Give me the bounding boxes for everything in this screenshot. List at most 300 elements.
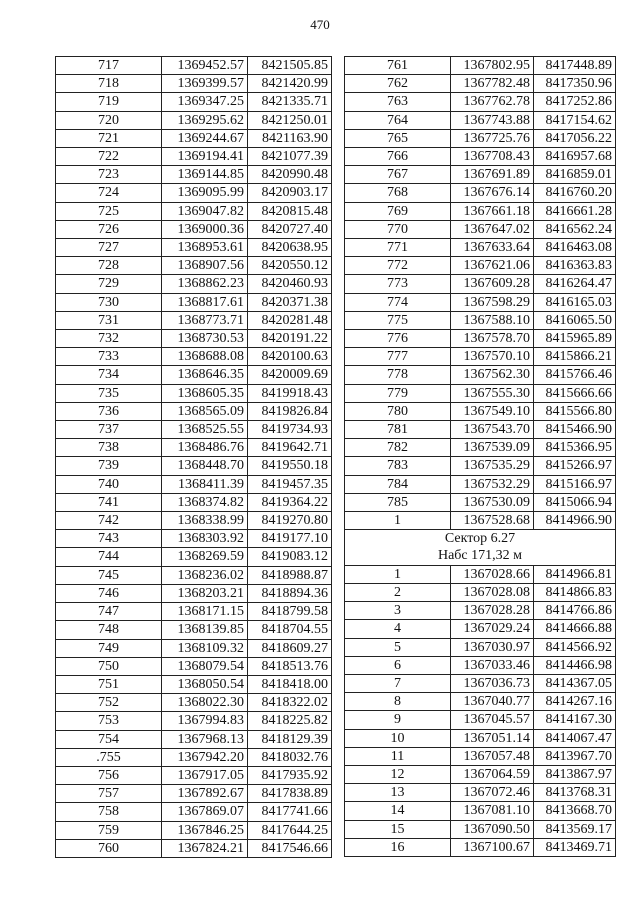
y-coordinate: 8419550.18 bbox=[248, 457, 332, 475]
y-coordinate: 8417154.62 bbox=[534, 111, 616, 129]
x-coordinate: 1367036.73 bbox=[451, 674, 534, 692]
point-number: 719 bbox=[56, 93, 162, 111]
y-coordinate: 8419734.93 bbox=[248, 421, 332, 439]
table-row bbox=[56, 311, 332, 329]
table-row bbox=[345, 711, 616, 729]
x-coordinate: 1367051.14 bbox=[451, 729, 534, 747]
point-number: 776 bbox=[345, 330, 451, 348]
x-coordinate: 1367030.97 bbox=[451, 638, 534, 656]
x-coordinate: 1368411.39 bbox=[162, 475, 248, 493]
x-coordinate: 1367090.50 bbox=[451, 820, 534, 838]
table-row bbox=[345, 674, 616, 692]
y-coordinate: 8420009.69 bbox=[248, 366, 332, 384]
y-coordinate: 8413469.71 bbox=[534, 838, 616, 856]
x-coordinate: 1367824.21 bbox=[162, 839, 248, 857]
point-number: 717 bbox=[56, 57, 162, 75]
point-number: 9 bbox=[345, 711, 451, 729]
x-coordinate: 1368862.23 bbox=[162, 275, 248, 293]
y-coordinate: 8415566.80 bbox=[534, 402, 616, 420]
table-row bbox=[345, 729, 616, 747]
x-coordinate: 1367578.70 bbox=[451, 330, 534, 348]
table-row bbox=[56, 530, 332, 548]
point-number: 752 bbox=[56, 694, 162, 712]
y-coordinate: 8416661.28 bbox=[534, 202, 616, 220]
table-row bbox=[56, 421, 332, 439]
y-coordinate: 8415766.46 bbox=[534, 366, 616, 384]
point-number: 15 bbox=[345, 820, 451, 838]
point-number: 745 bbox=[56, 566, 162, 584]
x-coordinate: 1367570.10 bbox=[451, 348, 534, 366]
point-number: 744 bbox=[56, 548, 162, 566]
x-coordinate: 1367040.77 bbox=[451, 693, 534, 711]
y-coordinate: 8415266.97 bbox=[534, 457, 616, 475]
table-row bbox=[56, 239, 332, 257]
x-coordinate: 1367892.67 bbox=[162, 785, 248, 803]
table-row bbox=[56, 475, 332, 493]
point-number: 736 bbox=[56, 402, 162, 420]
table-row bbox=[345, 421, 616, 439]
y-coordinate: 8416165.03 bbox=[534, 293, 616, 311]
point-number: 750 bbox=[56, 657, 162, 675]
x-coordinate: 1368139.85 bbox=[162, 621, 248, 639]
y-coordinate: 8414167.30 bbox=[534, 711, 616, 729]
x-coordinate: 1368773.71 bbox=[162, 311, 248, 329]
point-number: 11 bbox=[345, 747, 451, 765]
y-coordinate: 8414367.05 bbox=[534, 674, 616, 692]
point-number: 784 bbox=[345, 475, 451, 493]
point-number: 718 bbox=[56, 75, 162, 93]
table-row bbox=[345, 838, 616, 856]
x-coordinate: 1368079.54 bbox=[162, 657, 248, 675]
table-row bbox=[56, 275, 332, 293]
x-coordinate: 1367661.18 bbox=[451, 202, 534, 220]
table-row bbox=[56, 566, 332, 584]
table-row bbox=[345, 765, 616, 783]
x-coordinate: 1368236.02 bbox=[162, 566, 248, 584]
y-coordinate: 8417056.22 bbox=[534, 129, 616, 147]
x-coordinate: 1368022.30 bbox=[162, 694, 248, 712]
point-number: 737 bbox=[56, 421, 162, 439]
y-coordinate: 8415166.97 bbox=[534, 475, 616, 493]
table-row bbox=[56, 220, 332, 238]
point-number: 735 bbox=[56, 384, 162, 402]
y-coordinate: 8416957.68 bbox=[534, 148, 616, 166]
y-coordinate: 8421505.85 bbox=[248, 57, 332, 75]
table-row bbox=[345, 802, 616, 820]
point-number: 785 bbox=[345, 493, 451, 511]
sector-header-row bbox=[345, 547, 616, 565]
point-number: 723 bbox=[56, 166, 162, 184]
point-number: 722 bbox=[56, 148, 162, 166]
sector-area: Набс 171,32 м bbox=[345, 547, 616, 565]
y-coordinate: 8417252.86 bbox=[534, 93, 616, 111]
table-row bbox=[345, 693, 616, 711]
coordinates-table-right bbox=[344, 56, 616, 857]
y-coordinate: 8418129.39 bbox=[248, 730, 332, 748]
table-row bbox=[56, 384, 332, 402]
table-row bbox=[56, 803, 332, 821]
table-row bbox=[345, 457, 616, 475]
x-coordinate: 1368448.70 bbox=[162, 457, 248, 475]
y-coordinate: 8420903.17 bbox=[248, 184, 332, 202]
y-coordinate: 8414966.81 bbox=[534, 565, 616, 583]
point-number: 753 bbox=[56, 712, 162, 730]
table-row bbox=[56, 730, 332, 748]
x-coordinate: 1369095.99 bbox=[162, 184, 248, 202]
x-coordinate: 1367539.09 bbox=[451, 439, 534, 457]
point-number: 764 bbox=[345, 111, 451, 129]
x-coordinate: 1367917.05 bbox=[162, 766, 248, 784]
x-coordinate: 1368486.76 bbox=[162, 439, 248, 457]
point-number: 783 bbox=[345, 457, 451, 475]
x-coordinate: 1367598.29 bbox=[451, 293, 534, 311]
x-coordinate: 1367676.14 bbox=[451, 184, 534, 202]
x-coordinate: 1367535.29 bbox=[451, 457, 534, 475]
y-coordinate: 8416463.08 bbox=[534, 239, 616, 257]
y-coordinate: 8415965.89 bbox=[534, 330, 616, 348]
table-row bbox=[56, 293, 332, 311]
x-coordinate: 1368907.56 bbox=[162, 257, 248, 275]
x-coordinate: 1368374.82 bbox=[162, 493, 248, 511]
point-number: 720 bbox=[56, 111, 162, 129]
point-number: 760 bbox=[56, 839, 162, 857]
table-row bbox=[345, 402, 616, 420]
x-coordinate: 1367994.83 bbox=[162, 712, 248, 730]
point-number: 8 bbox=[345, 693, 451, 711]
y-coordinate: 8414966.90 bbox=[534, 512, 616, 530]
x-coordinate: 1367782.48 bbox=[451, 75, 534, 93]
y-coordinate: 8416065.50 bbox=[534, 311, 616, 329]
y-coordinate: 8414067.47 bbox=[534, 729, 616, 747]
x-coordinate: 1367942.20 bbox=[162, 748, 248, 766]
y-coordinate: 8421420.99 bbox=[248, 75, 332, 93]
point-number: 5 bbox=[345, 638, 451, 656]
x-coordinate: 1369047.82 bbox=[162, 202, 248, 220]
x-coordinate: 1367081.10 bbox=[451, 802, 534, 820]
x-coordinate: 1367532.29 bbox=[451, 475, 534, 493]
point-number: 748 bbox=[56, 621, 162, 639]
point-number: 724 bbox=[56, 184, 162, 202]
y-coordinate: 8419642.71 bbox=[248, 439, 332, 457]
y-coordinate: 8418322.02 bbox=[248, 694, 332, 712]
point-number: 769 bbox=[345, 202, 451, 220]
table-row bbox=[345, 784, 616, 802]
table-row bbox=[56, 348, 332, 366]
x-coordinate: 1367528.68 bbox=[451, 512, 534, 530]
point-number: 770 bbox=[345, 220, 451, 238]
point-number: .755 bbox=[56, 748, 162, 766]
x-coordinate: 1367588.10 bbox=[451, 311, 534, 329]
x-coordinate: 1369000.36 bbox=[162, 220, 248, 238]
x-coordinate: 1367846.25 bbox=[162, 821, 248, 839]
x-coordinate: 1369144.85 bbox=[162, 166, 248, 184]
x-coordinate: 1367555.30 bbox=[451, 384, 534, 402]
x-coordinate: 1368730.53 bbox=[162, 330, 248, 348]
table-row bbox=[56, 584, 332, 602]
table-row bbox=[345, 384, 616, 402]
point-number: 756 bbox=[56, 766, 162, 784]
y-coordinate: 8414866.83 bbox=[534, 583, 616, 601]
point-number: 777 bbox=[345, 348, 451, 366]
x-coordinate: 1368171.15 bbox=[162, 603, 248, 621]
table-row bbox=[56, 111, 332, 129]
x-coordinate: 1367691.89 bbox=[451, 166, 534, 184]
x-coordinate: 1368303.92 bbox=[162, 530, 248, 548]
point-number: 751 bbox=[56, 675, 162, 693]
x-coordinate: 1368953.61 bbox=[162, 239, 248, 257]
point-number: 742 bbox=[56, 512, 162, 530]
y-coordinate: 8414267.16 bbox=[534, 693, 616, 711]
point-number: 739 bbox=[56, 457, 162, 475]
table-row bbox=[345, 239, 616, 257]
point-number: 749 bbox=[56, 639, 162, 657]
x-coordinate: 1367029.24 bbox=[451, 620, 534, 638]
table-row bbox=[345, 747, 616, 765]
y-coordinate: 8417644.25 bbox=[248, 821, 332, 839]
y-coordinate: 8417741.66 bbox=[248, 803, 332, 821]
y-coordinate: 8419826.84 bbox=[248, 402, 332, 420]
y-coordinate: 8420990.48 bbox=[248, 166, 332, 184]
x-coordinate: 1367708.43 bbox=[451, 148, 534, 166]
point-number: 16 bbox=[345, 838, 451, 856]
x-coordinate: 1367064.59 bbox=[451, 765, 534, 783]
table-row bbox=[345, 166, 616, 184]
point-number: 780 bbox=[345, 402, 451, 420]
y-coordinate: 8416264.47 bbox=[534, 275, 616, 293]
point-number: 779 bbox=[345, 384, 451, 402]
table-row bbox=[345, 330, 616, 348]
x-coordinate: 1368817.61 bbox=[162, 293, 248, 311]
table-row bbox=[345, 512, 616, 530]
point-number: 732 bbox=[56, 330, 162, 348]
y-coordinate: 8420100.63 bbox=[248, 348, 332, 366]
table-row bbox=[345, 220, 616, 238]
y-coordinate: 8420460.93 bbox=[248, 275, 332, 293]
y-coordinate: 8417350.96 bbox=[534, 75, 616, 93]
sector-header-row bbox=[345, 530, 616, 548]
y-coordinate: 8417546.66 bbox=[248, 839, 332, 857]
y-coordinate: 8420281.48 bbox=[248, 311, 332, 329]
table-row bbox=[56, 821, 332, 839]
coordinates-table-left bbox=[55, 56, 332, 858]
sector-title: Сектор 6.27 bbox=[345, 530, 616, 548]
y-coordinate: 8421335.71 bbox=[248, 93, 332, 111]
table-row bbox=[345, 148, 616, 166]
x-coordinate: 1368525.55 bbox=[162, 421, 248, 439]
point-number: 772 bbox=[345, 257, 451, 275]
y-coordinate: 8413768.31 bbox=[534, 784, 616, 802]
y-coordinate: 8419270.80 bbox=[248, 512, 332, 530]
y-coordinate: 8414766.86 bbox=[534, 602, 616, 620]
x-coordinate: 1367028.66 bbox=[451, 565, 534, 583]
x-coordinate: 1369194.41 bbox=[162, 148, 248, 166]
table-row bbox=[345, 348, 616, 366]
y-coordinate: 8421250.01 bbox=[248, 111, 332, 129]
x-coordinate: 1367968.13 bbox=[162, 730, 248, 748]
x-coordinate: 1368050.54 bbox=[162, 675, 248, 693]
table-row bbox=[345, 583, 616, 601]
page-number: 470 bbox=[310, 17, 330, 32]
x-coordinate: 1368646.35 bbox=[162, 366, 248, 384]
table-row bbox=[56, 748, 332, 766]
table-row bbox=[56, 184, 332, 202]
y-coordinate: 8419457.35 bbox=[248, 475, 332, 493]
point-number: 766 bbox=[345, 148, 451, 166]
point-number: 1 bbox=[345, 565, 451, 583]
table-row bbox=[56, 366, 332, 384]
table-row bbox=[56, 457, 332, 475]
y-coordinate: 8420815.48 bbox=[248, 202, 332, 220]
point-number: 759 bbox=[56, 821, 162, 839]
y-coordinate: 8417838.89 bbox=[248, 785, 332, 803]
y-coordinate: 8414666.88 bbox=[534, 620, 616, 638]
y-coordinate: 8418704.55 bbox=[248, 621, 332, 639]
point-number: 740 bbox=[56, 475, 162, 493]
y-coordinate: 8416562.24 bbox=[534, 220, 616, 238]
table-row bbox=[345, 129, 616, 147]
x-coordinate: 1367762.78 bbox=[451, 93, 534, 111]
table-row bbox=[56, 712, 332, 730]
point-number: 763 bbox=[345, 93, 451, 111]
y-coordinate: 8415466.90 bbox=[534, 421, 616, 439]
x-coordinate: 1367725.76 bbox=[451, 129, 534, 147]
point-number: 757 bbox=[56, 785, 162, 803]
point-number: 774 bbox=[345, 293, 451, 311]
x-coordinate: 1367743.88 bbox=[451, 111, 534, 129]
point-number: 12 bbox=[345, 765, 451, 783]
table-row bbox=[345, 366, 616, 384]
y-coordinate: 8418988.87 bbox=[248, 566, 332, 584]
x-coordinate: 1367543.70 bbox=[451, 421, 534, 439]
point-number: 746 bbox=[56, 584, 162, 602]
table-row bbox=[56, 257, 332, 275]
point-number: 781 bbox=[345, 421, 451, 439]
point-number: 6 bbox=[345, 656, 451, 674]
y-coordinate: 8415066.94 bbox=[534, 493, 616, 511]
x-coordinate: 1367028.28 bbox=[451, 602, 534, 620]
point-number: 754 bbox=[56, 730, 162, 748]
y-coordinate: 8420638.95 bbox=[248, 239, 332, 257]
point-number: 4 bbox=[345, 620, 451, 638]
y-coordinate: 8420727.40 bbox=[248, 220, 332, 238]
y-coordinate: 8413867.97 bbox=[534, 765, 616, 783]
y-coordinate: 8413967.70 bbox=[534, 747, 616, 765]
x-coordinate: 1367802.95 bbox=[451, 57, 534, 75]
table-row bbox=[56, 57, 332, 75]
point-number: 729 bbox=[56, 275, 162, 293]
table-row bbox=[345, 620, 616, 638]
table-row bbox=[345, 565, 616, 583]
y-coordinate: 8415866.21 bbox=[534, 348, 616, 366]
table-row bbox=[56, 129, 332, 147]
table-row bbox=[345, 311, 616, 329]
x-coordinate: 1367072.46 bbox=[451, 784, 534, 802]
point-number: 721 bbox=[56, 129, 162, 147]
x-coordinate: 1367869.07 bbox=[162, 803, 248, 821]
y-coordinate: 8414466.98 bbox=[534, 656, 616, 674]
point-number: 734 bbox=[56, 366, 162, 384]
table-row bbox=[56, 493, 332, 511]
y-coordinate: 8418609.27 bbox=[248, 639, 332, 657]
x-coordinate: 1367057.48 bbox=[451, 747, 534, 765]
table-row bbox=[56, 785, 332, 803]
point-number: 1 bbox=[345, 512, 451, 530]
y-coordinate: 8421163.90 bbox=[248, 129, 332, 147]
x-coordinate: 1367647.02 bbox=[451, 220, 534, 238]
table-row bbox=[345, 275, 616, 293]
table-row bbox=[56, 202, 332, 220]
x-coordinate: 1369452.57 bbox=[162, 57, 248, 75]
table-row bbox=[345, 656, 616, 674]
table-row bbox=[56, 548, 332, 566]
y-coordinate: 8416760.20 bbox=[534, 184, 616, 202]
y-coordinate: 8418418.00 bbox=[248, 675, 332, 693]
x-coordinate: 1369244.67 bbox=[162, 129, 248, 147]
point-number: 730 bbox=[56, 293, 162, 311]
table-row bbox=[345, 493, 616, 511]
table-row bbox=[56, 148, 332, 166]
y-coordinate: 8420550.12 bbox=[248, 257, 332, 275]
point-number: 725 bbox=[56, 202, 162, 220]
table-row bbox=[345, 293, 616, 311]
point-number: 728 bbox=[56, 257, 162, 275]
point-number: 733 bbox=[56, 348, 162, 366]
table-row bbox=[345, 111, 616, 129]
table-row bbox=[345, 439, 616, 457]
y-coordinate: 8420191.22 bbox=[248, 330, 332, 348]
table-row bbox=[56, 839, 332, 857]
y-coordinate: 8418513.76 bbox=[248, 657, 332, 675]
table-row bbox=[345, 602, 616, 620]
table-row bbox=[56, 621, 332, 639]
y-coordinate: 8416859.01 bbox=[534, 166, 616, 184]
x-coordinate: 1367562.30 bbox=[451, 366, 534, 384]
point-number: 768 bbox=[345, 184, 451, 202]
point-number: 726 bbox=[56, 220, 162, 238]
point-number: 14 bbox=[345, 802, 451, 820]
x-coordinate: 1367045.57 bbox=[451, 711, 534, 729]
x-coordinate: 1368269.59 bbox=[162, 548, 248, 566]
table-row bbox=[56, 402, 332, 420]
point-number: 773 bbox=[345, 275, 451, 293]
x-coordinate: 1367549.10 bbox=[451, 402, 534, 420]
y-coordinate: 8418032.76 bbox=[248, 748, 332, 766]
x-coordinate: 1368203.21 bbox=[162, 584, 248, 602]
table-row bbox=[56, 694, 332, 712]
y-coordinate: 8417935.92 bbox=[248, 766, 332, 784]
y-coordinate: 8418225.82 bbox=[248, 712, 332, 730]
y-coordinate: 8414566.92 bbox=[534, 638, 616, 656]
y-coordinate: 8416363.83 bbox=[534, 257, 616, 275]
point-number: 10 bbox=[345, 729, 451, 747]
point-number: 738 bbox=[56, 439, 162, 457]
x-coordinate: 1369295.62 bbox=[162, 111, 248, 129]
x-coordinate: 1367633.64 bbox=[451, 239, 534, 257]
x-coordinate: 1368565.09 bbox=[162, 402, 248, 420]
x-coordinate: 1367530.09 bbox=[451, 493, 534, 511]
point-number: 731 bbox=[56, 311, 162, 329]
table-row bbox=[56, 766, 332, 784]
table-row bbox=[56, 675, 332, 693]
y-coordinate: 8419083.12 bbox=[248, 548, 332, 566]
table-row bbox=[345, 184, 616, 202]
table-row bbox=[345, 202, 616, 220]
x-coordinate: 1369347.25 bbox=[162, 93, 248, 111]
point-number: 765 bbox=[345, 129, 451, 147]
x-coordinate: 1368688.08 bbox=[162, 348, 248, 366]
x-coordinate: 1368605.35 bbox=[162, 384, 248, 402]
x-coordinate: 1368109.32 bbox=[162, 639, 248, 657]
